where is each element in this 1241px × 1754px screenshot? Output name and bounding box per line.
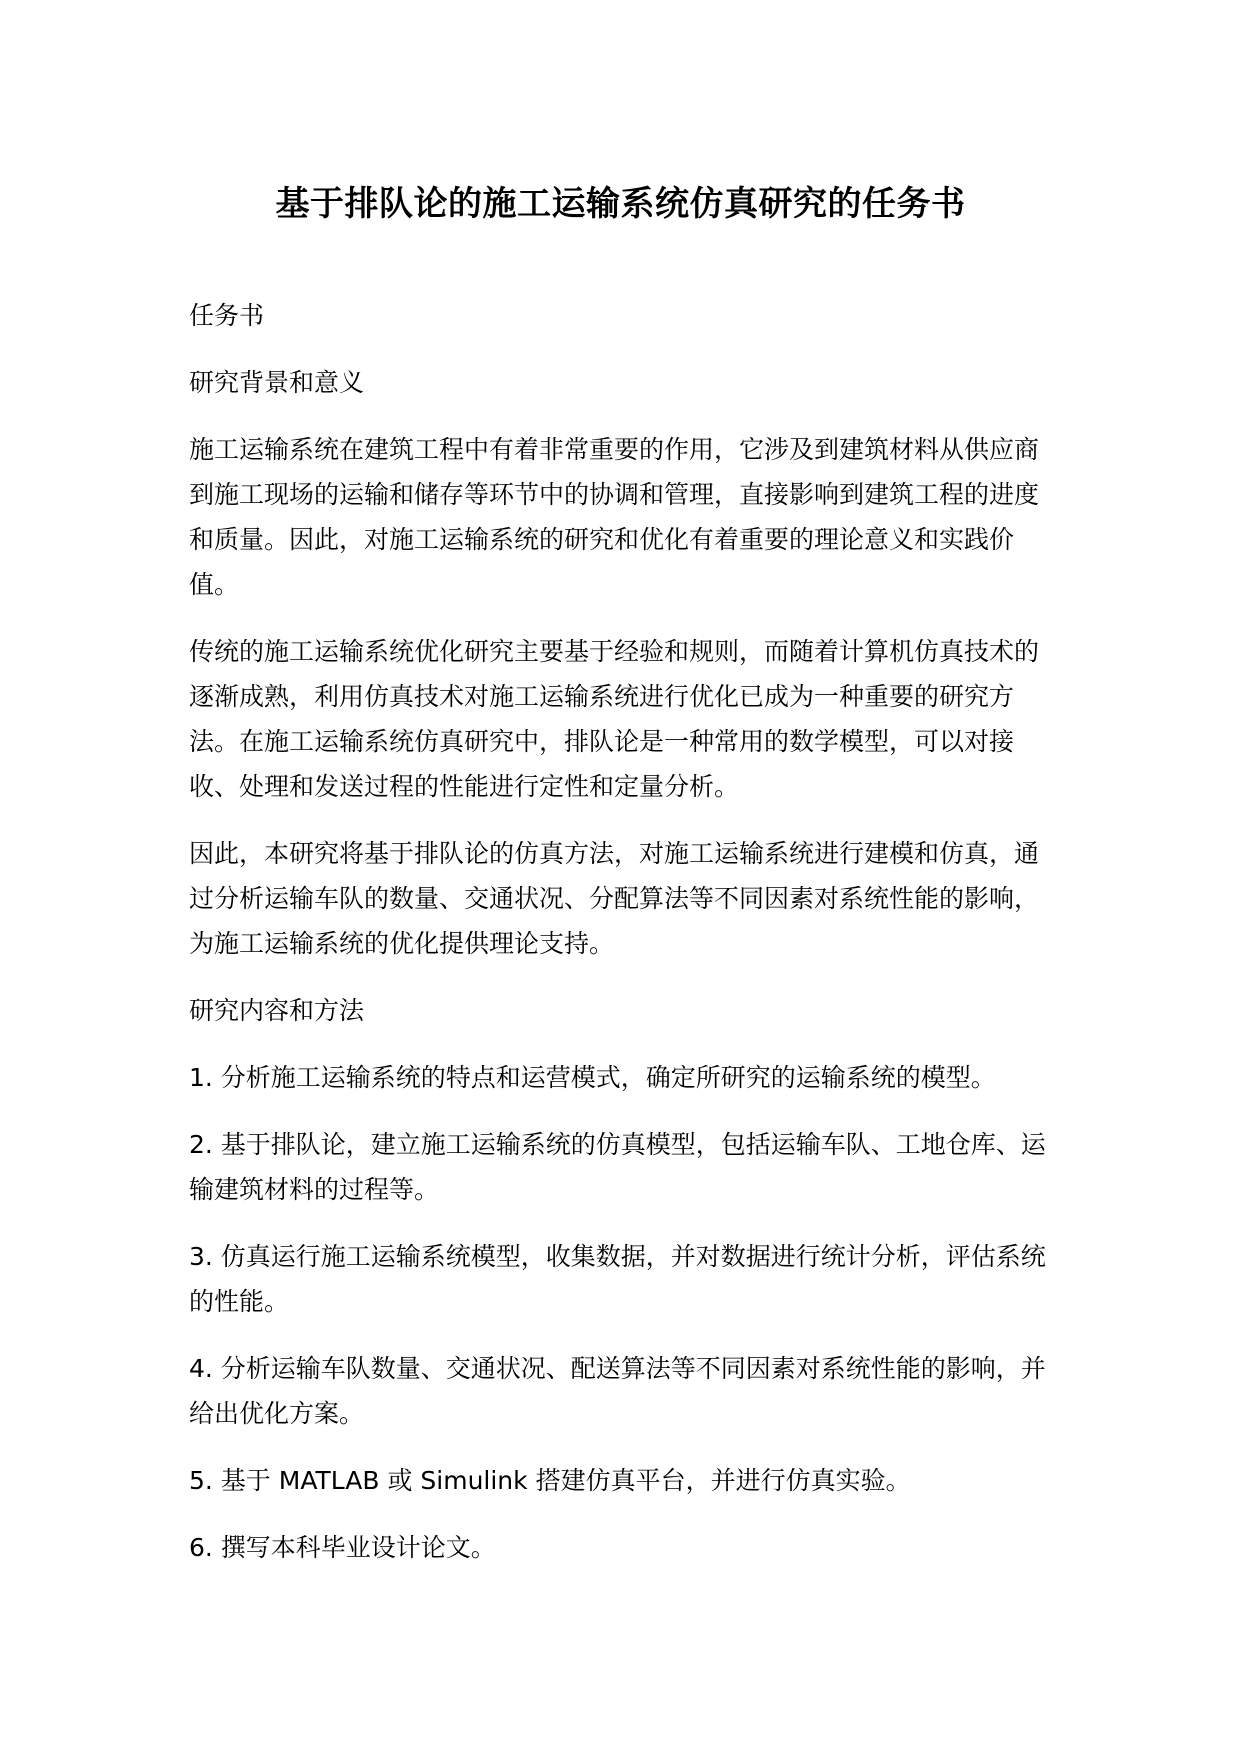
body-paragraph: 因此，本研究将基于排队论的仿真方法，对施工运输系统进行建模和仿真，通过分析运输车队的数量、交通状况、分配算法等不同因素对系统性能的影响，为施工运输系统的优化提供理论支持。 (189, 839, 1040, 958)
list-item: 5. 基于 MATLAB 或 Simulink 搭建仿真平台，并进行仿真实验。 (189, 1466, 911, 1495)
list-item: 6. 撰写本科毕业设计论文。 (189, 1533, 496, 1562)
list-item: 4. 分析运输车队数量、交通状况、配送算法等不同因素对系统性能的影响，并给出优化方案。 (189, 1354, 1046, 1428)
list-item: 2. 基于排队论，建立施工运输系统的仿真模型，包括运输车队、工地仓库、运输建筑材料的过程等。 (189, 1130, 1046, 1204)
list-item: 1. 分析施工运输系统的特点和运营模式，确定所研究的运输系统的模型。 (189, 1063, 996, 1092)
section-heading-background: 研究背景和意义 (189, 368, 365, 397)
body-paragraph: 施工运输系统在建筑工程中有着非常重要的作用，它涉及到建筑材料从供应商到施工现场的运输和储存等环节中的协调和管理，直接影响到建筑工程的进度和质量。因此，对施工运输系统的研究和优化有着重要的理论意义和实践价值。 (189, 435, 1040, 599)
body-paragraph: 传统的施工运输系统优化研究主要基于经验和规则，而随着计算机仿真技术的逐渐成熟，利用仿真技术对施工运输系统进行优化已成为一种重要的研究方法。在施工运输系统仿真研究中，排队论是一种常用的数学模型，可以对接收、处理和发送过程的性能进行定性和定量分析。 (189, 637, 1040, 801)
list-item: 3. 仿真运行施工运输系统模型，收集数据，并对数据进行统计分析，评估系统的性能。 (189, 1242, 1046, 1316)
section-label-task: 任务书 (189, 301, 265, 330)
section-heading-content-methods: 研究内容和方法 (189, 996, 365, 1025)
document-body (189, 293, 1049, 1592)
page-title: 基于排队论的施工运输系统仿真研究的任务书 (275, 184, 966, 224)
